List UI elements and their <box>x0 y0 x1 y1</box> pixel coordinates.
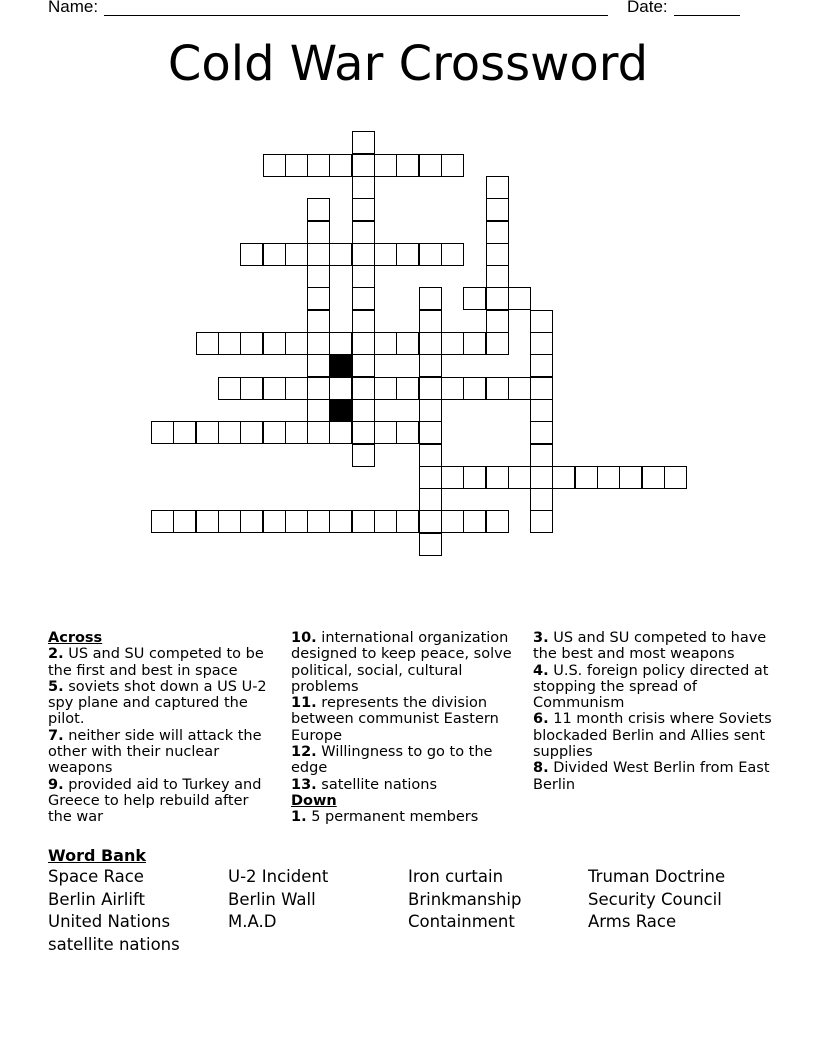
grid-cell-blocked <box>329 354 352 377</box>
grid-cell[interactable] <box>463 287 486 310</box>
clue-down-1: 1. 5 permanent members <box>291 809 479 826</box>
grid-cell[interactable] <box>263 332 286 355</box>
grid-cell[interactable] <box>530 510 553 533</box>
grid-cell[interactable] <box>285 510 308 533</box>
grid-cell[interactable] <box>396 377 419 400</box>
grid-cell[interactable] <box>374 154 397 177</box>
grid-cell[interactable] <box>352 510 375 533</box>
date-label: Date: <box>627 0 668 16</box>
clue-across-9: 9. provided aid to Turkey and Greece to help rebuild after the war <box>48 776 262 826</box>
grid-cell[interactable] <box>307 310 330 333</box>
grid-cell[interactable] <box>352 377 375 400</box>
grid-cell[interactable] <box>396 332 419 355</box>
grid-cell[interactable] <box>151 421 174 444</box>
grid-cell-blocked <box>329 399 352 422</box>
across-heading: Across <box>48 630 103 646</box>
grid-cell[interactable] <box>396 154 419 177</box>
grid-cell[interactable] <box>307 287 330 310</box>
clue-down-3: 3. US and SU competed to have the best and most weapons <box>533 630 767 663</box>
grid-cell[interactable] <box>352 221 375 244</box>
grid-cell[interactable] <box>530 354 553 377</box>
page-title: Cold War Crossword <box>167 36 649 92</box>
word-bank-column-1 <box>48 866 180 956</box>
word-bank-item: Space Race <box>48 867 144 886</box>
grid-cell[interactable] <box>173 421 196 444</box>
grid-cell[interactable] <box>307 332 330 355</box>
word-bank-item: Berlin Airlift <box>48 889 145 909</box>
grid-cell[interactable] <box>374 377 397 400</box>
grid-cell[interactable] <box>263 421 286 444</box>
grid-cell[interactable] <box>619 466 642 489</box>
grid-cell[interactable] <box>664 466 687 489</box>
grid-cell[interactable] <box>240 377 263 400</box>
grid-cell[interactable] <box>530 310 553 333</box>
grid-cell[interactable] <box>419 399 442 422</box>
grid-cell[interactable] <box>285 154 308 177</box>
grid-cell[interactable] <box>530 488 553 511</box>
grid-cell[interactable] <box>352 154 375 177</box>
clues-column-3 <box>533 630 773 793</box>
grid-cell[interactable] <box>307 221 330 244</box>
grid-cell[interactable] <box>352 444 375 467</box>
grid-cell[interactable] <box>419 510 442 533</box>
word-bank-item: Brinkmanship <box>408 889 522 909</box>
grid-cell[interactable] <box>374 421 397 444</box>
grid-cell[interactable] <box>530 421 553 444</box>
grid-cell[interactable] <box>441 243 464 266</box>
grid-cell[interactable] <box>486 287 509 310</box>
grid-cell[interactable] <box>352 265 375 288</box>
grid-cell[interactable] <box>552 466 575 489</box>
grid-cell[interactable] <box>486 377 509 400</box>
clue-across-10: 10. international organization designed to keep peace, solve political, social, cultural problems <box>291 630 512 695</box>
grid-cell[interactable] <box>263 377 286 400</box>
grid-cell[interactable] <box>486 265 509 288</box>
grid-cell[interactable] <box>396 510 419 533</box>
grid-cell[interactable] <box>329 377 352 400</box>
grid-cell[interactable] <box>352 310 375 333</box>
grid-cell[interactable] <box>419 287 442 310</box>
word-bank-item: Security Council <box>588 889 722 909</box>
grid-cell[interactable] <box>307 265 330 288</box>
clue-down-6: 6. 11 month crisis where Soviets blockaded Berlin and Allies sent supplies <box>533 711 772 761</box>
word-bank-item: U-2 Incident <box>228 867 329 886</box>
grid-cell[interactable] <box>196 510 219 533</box>
clue-down-8: 8. Divided West Berlin from East Berlin <box>533 760 770 793</box>
word-bank-item: M.A.D <box>228 912 277 931</box>
grid-cell[interactable] <box>285 332 308 355</box>
word-bank-heading: Word Bank <box>48 846 147 865</box>
grid-cell[interactable] <box>419 466 442 489</box>
grid-cell[interactable] <box>307 354 330 377</box>
grid-cell[interactable] <box>173 510 196 533</box>
grid-cell[interactable] <box>486 466 509 489</box>
grid-cell[interactable] <box>508 377 531 400</box>
grid-cell[interactable] <box>419 377 442 400</box>
word-bank-item: Arms Race <box>588 912 677 931</box>
grid-cell[interactable] <box>396 243 419 266</box>
grid-cell[interactable] <box>307 399 330 422</box>
grid-cell[interactable] <box>486 221 509 244</box>
grid-cell[interactable] <box>441 466 464 489</box>
grid-cell[interactable] <box>307 154 330 177</box>
grid-cell[interactable] <box>329 421 352 444</box>
grid-cell[interactable] <box>352 243 375 266</box>
grid-cell[interactable] <box>419 243 442 266</box>
clue-across-12: 12. Willingness to go to the edge <box>291 744 493 777</box>
grid-cell[interactable] <box>218 377 241 400</box>
grid-cell[interactable] <box>352 332 375 355</box>
grid-cell[interactable] <box>352 198 375 221</box>
grid-cell[interactable] <box>575 466 598 489</box>
grid-cell[interactable] <box>441 154 464 177</box>
grid-cell[interactable] <box>419 533 442 556</box>
grid-cell[interactable] <box>486 510 509 533</box>
grid-cell[interactable] <box>530 399 553 422</box>
grid-cell[interactable] <box>374 332 397 355</box>
grid-cell[interactable] <box>441 510 464 533</box>
grid-cell[interactable] <box>374 510 397 533</box>
grid-cell[interactable] <box>240 332 263 355</box>
grid-cell[interactable] <box>530 332 553 355</box>
grid-cell[interactable] <box>419 354 442 377</box>
grid-cell[interactable] <box>441 332 464 355</box>
grid-cell[interactable] <box>196 332 219 355</box>
clue-down-4: 4. U.S. foreign policy directed at stopping the spread of Communism <box>533 662 769 712</box>
grid-cell[interactable] <box>352 131 375 154</box>
grid-cell[interactable] <box>329 510 352 533</box>
grid-cell[interactable] <box>530 377 553 400</box>
word-bank-item: Berlin Wall <box>228 889 316 909</box>
grid-cell[interactable] <box>463 466 486 489</box>
clues-column-2 <box>291 630 516 826</box>
word-bank-item: satellite nations <box>48 934 180 954</box>
grid-cell[interactable] <box>151 510 174 533</box>
grid-cell[interactable] <box>196 421 219 444</box>
grid-cell[interactable] <box>329 243 352 266</box>
name-label: Name: <box>48 0 99 16</box>
grid-cell[interactable] <box>352 354 375 377</box>
grid-cell[interactable] <box>642 466 665 489</box>
word-bank-item: Containment <box>408 912 515 931</box>
grid-cell[interactable] <box>508 287 531 310</box>
word-bank-item: Truman Doctrine <box>588 867 726 886</box>
grid-cell[interactable] <box>240 421 263 444</box>
grid-cell[interactable] <box>240 510 263 533</box>
grid-cell[interactable] <box>396 421 419 444</box>
grid-cell[interactable] <box>463 332 486 355</box>
word-bank-column-3 <box>408 866 521 934</box>
grid-cell[interactable] <box>419 444 442 467</box>
grid-cell[interactable] <box>441 377 464 400</box>
grid-cell[interactable] <box>419 421 442 444</box>
grid-cell[interactable] <box>486 310 509 333</box>
grid-cell[interactable] <box>508 466 531 489</box>
grid-cell[interactable] <box>463 377 486 400</box>
word-bank-column-2 <box>228 866 328 934</box>
grid-cell[interactable] <box>307 243 330 266</box>
grid-cell[interactable] <box>530 444 553 467</box>
grid-cell[interactable] <box>352 176 375 199</box>
grid-cell[interactable] <box>307 510 330 533</box>
grid-cell[interactable] <box>486 243 509 266</box>
grid-cell[interactable] <box>329 332 352 355</box>
grid-cell[interactable] <box>218 332 241 355</box>
down-heading: Down <box>291 792 337 809</box>
clue-across-11: 11. represents the division between communist Eastern Europe <box>291 695 499 744</box>
grid-cell[interactable] <box>486 176 509 199</box>
grid-cell[interactable] <box>329 154 352 177</box>
word-bank-item: United Nations <box>48 912 171 931</box>
grid-cell[interactable] <box>486 332 509 355</box>
grid-cell[interactable] <box>352 421 375 444</box>
grid-cell[interactable] <box>285 377 308 400</box>
word-bank-column-4 <box>588 866 725 934</box>
clue-across-5: 5. soviets shot down a US U-2 spy plane and captured the pilot. <box>48 678 267 728</box>
word-bank-item: Iron curtain <box>408 867 504 886</box>
grid-cell[interactable] <box>419 310 442 333</box>
clue-across-2: 2. US and SU competed to be the first and best in space <box>48 646 264 679</box>
grid-cell[interactable] <box>352 399 375 422</box>
grid-cell[interactable] <box>263 510 286 533</box>
grid-cell[interactable] <box>307 421 330 444</box>
grid-cell[interactable] <box>240 243 263 266</box>
grid-cell[interactable] <box>352 287 375 310</box>
grid-cell[interactable] <box>263 243 286 266</box>
grid-cell[interactable] <box>530 466 553 489</box>
grid-cell[interactable] <box>419 332 442 355</box>
grid-cell[interactable] <box>463 510 486 533</box>
clues-column-1 <box>48 630 273 826</box>
grid-cell[interactable] <box>285 421 308 444</box>
grid-cell[interactable] <box>307 377 330 400</box>
grid-cell[interactable] <box>218 510 241 533</box>
clue-across-13: 13. satellite nations <box>291 776 438 793</box>
clue-across-7: 7. neither side will attack the other with their nuclear weapons <box>48 727 262 777</box>
grid-cell[interactable] <box>486 198 509 221</box>
grid-cell[interactable] <box>285 243 308 266</box>
grid-cell[interactable] <box>419 488 442 511</box>
grid-cell[interactable] <box>307 198 330 221</box>
grid-cell[interactable] <box>374 243 397 266</box>
grid-cell[interactable] <box>419 154 442 177</box>
grid-cell[interactable] <box>218 421 241 444</box>
grid-cell[interactable] <box>597 466 620 489</box>
grid-cell[interactable] <box>263 154 286 177</box>
